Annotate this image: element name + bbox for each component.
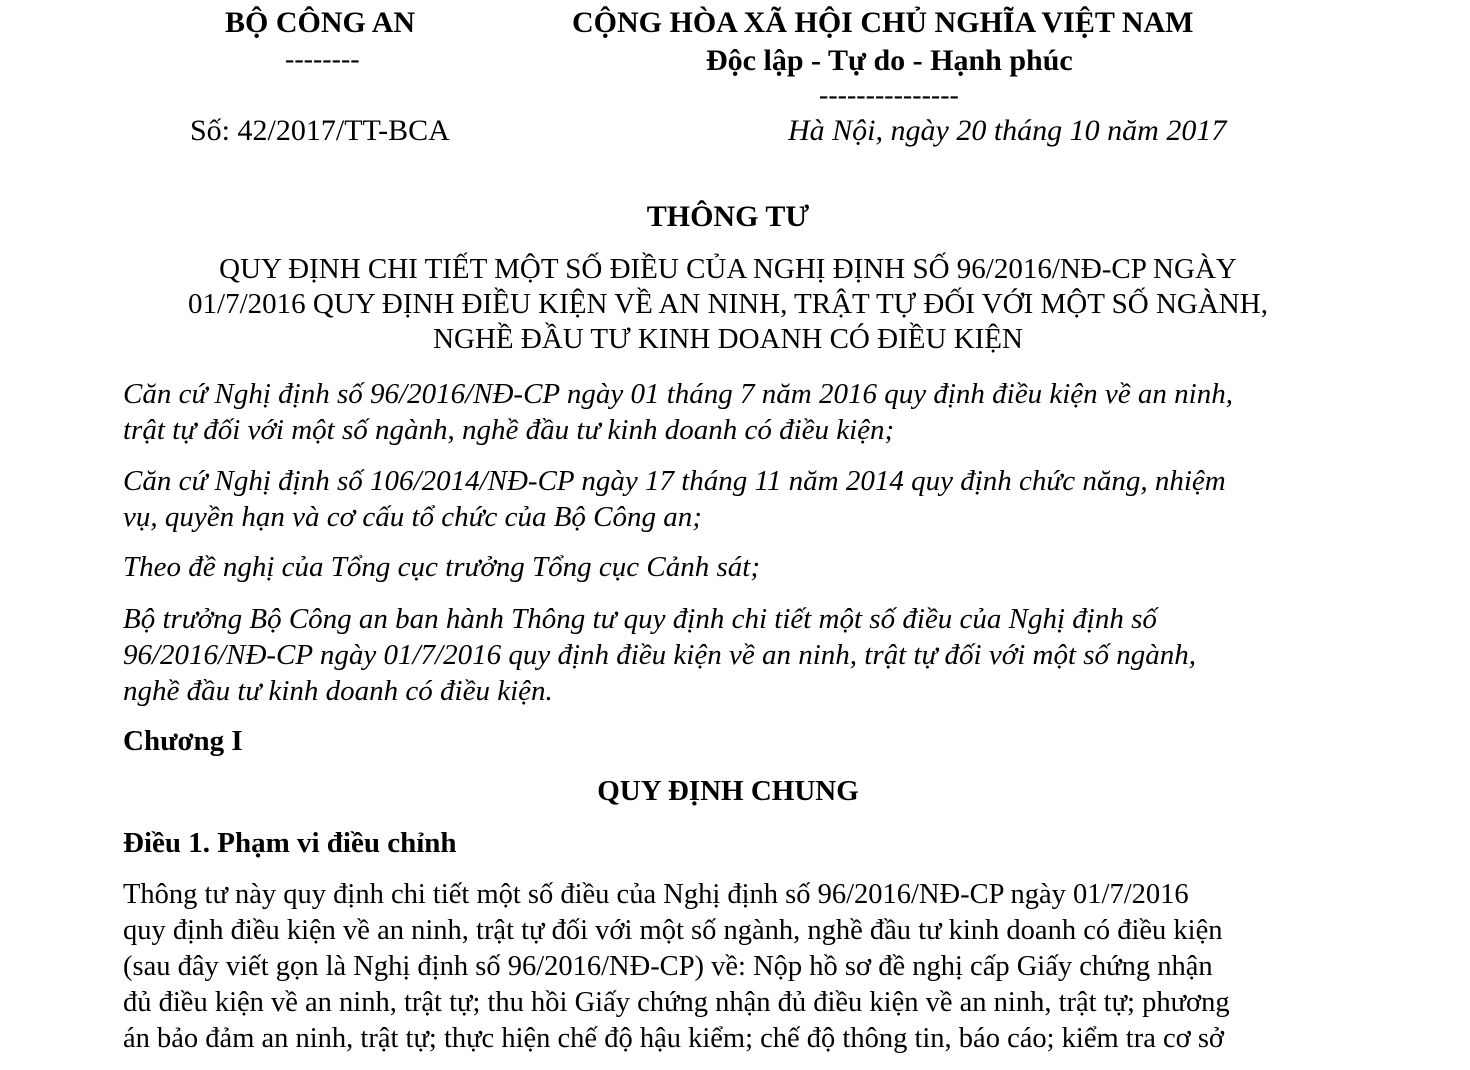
text-line: 96/2016/NĐ-CP ngày 01/7/2016 quy định điều kiện về an ninh, trật tự đối với một số ngành, bbox=[123, 639, 1197, 671]
text-line: quy định điều kiện về an ninh, trật tự đối với một số ngành, nghề đầu tư kinh doanh có điều kiện bbox=[123, 915, 1223, 946]
text-line: Bộ trưởng Bộ Công an ban hành Thông tư quy định chi tiết một số điều của Nghị định số bbox=[123, 603, 1157, 635]
preamble-paragraph-1 bbox=[123, 376, 1233, 448]
motto-rule: --------------- bbox=[819, 80, 959, 111]
text-line: nghề đầu tư kinh doanh có điều kiện. bbox=[123, 675, 553, 707]
chapter-label: Chương I bbox=[123, 725, 243, 757]
text-line: (sau đây viết gọn là Nghị định số 96/2016/NĐ-CP) về: Nộp hồ sơ đề nghị cấp Giấy chứng nhận bbox=[123, 951, 1213, 982]
preamble-paragraph-3 bbox=[123, 549, 760, 585]
text-line: Thông tư này quy định chi tiết một số điều của Nghị định số 96/2016/NĐ-CP ngày 01/7/2016 bbox=[123, 879, 1189, 910]
document-number: Số: 42/2017/TT-BCA bbox=[190, 114, 450, 147]
place-date: Hà Nội, ngày 20 tháng 10 năm 2017 bbox=[788, 114, 1227, 147]
document-type: THÔNG TƯ bbox=[646, 200, 810, 233]
article-1-body bbox=[123, 877, 1230, 1057]
chapter-title: QUY ĐỊNH CHUNG bbox=[597, 775, 859, 807]
document-title-line-3: NGHỀ ĐẦU TƯ KINH DOANH CÓ ĐIỀU KIỆN bbox=[433, 323, 1023, 355]
text-line: án bảo đảm an ninh, trật tự; thực hiện chế độ hậu kiểm; chế độ thông tin, báo cáo; kiểm tra cơ sở bbox=[123, 1023, 1224, 1054]
country-name: CỘNG HÒA XÃ HỘI CHỦ NGHĨA VIỆT NAM bbox=[572, 6, 1194, 39]
motto: Độc lập - Tự do - Hạnh phúc bbox=[706, 44, 1073, 77]
text-line: đủ điều kiện về an ninh, trật tự; thu hồi Giấy chứng nhận đủ điều kiện về an ninh, trật tự; phương bbox=[123, 987, 1230, 1018]
text-line: vụ, quyền hạn và cơ cấu tổ chức của Bộ Công an; bbox=[123, 501, 702, 533]
text-line: trật tự đối với một số ngành, nghề đầu tư kinh doanh có điều kiện; bbox=[123, 414, 895, 446]
preamble-paragraph-4 bbox=[123, 601, 1196, 709]
article-1-heading: Điều 1. Phạm vi điều chỉnh bbox=[123, 827, 457, 859]
text-line: Theo đề nghị của Tổng cục trưởng Tổng cục Cảnh sát; bbox=[123, 551, 761, 583]
agency-rule: -------- bbox=[285, 44, 360, 75]
preamble-paragraph-2 bbox=[123, 463, 1226, 535]
text-line: Căn cứ Nghị định số 96/2016/NĐ-CP ngày 01 tháng 7 năm 2016 quy định điều kiện về an ninh, bbox=[123, 378, 1233, 410]
text-line: Căn cứ Nghị định số 106/2014/NĐ-CP ngày 17 tháng 11 năm 2014 quy định chức năng, nhiệm bbox=[123, 465, 1226, 497]
document-title-line-1: QUY ĐỊNH CHI TIẾT MỘT SỐ ĐIỀU CỦA NGHỊ ĐỊNH SỐ 96/2016/NĐ-CP NGÀY bbox=[219, 253, 1237, 285]
document-title-line-2: 01/7/2016 QUY ĐỊNH ĐIỀU KIỆN VỀ AN NINH, TRẬT TỰ ĐỐI VỚI MỘT SỐ NGÀNH, bbox=[188, 288, 1268, 320]
agency-name: BỘ CÔNG AN bbox=[225, 6, 416, 39]
